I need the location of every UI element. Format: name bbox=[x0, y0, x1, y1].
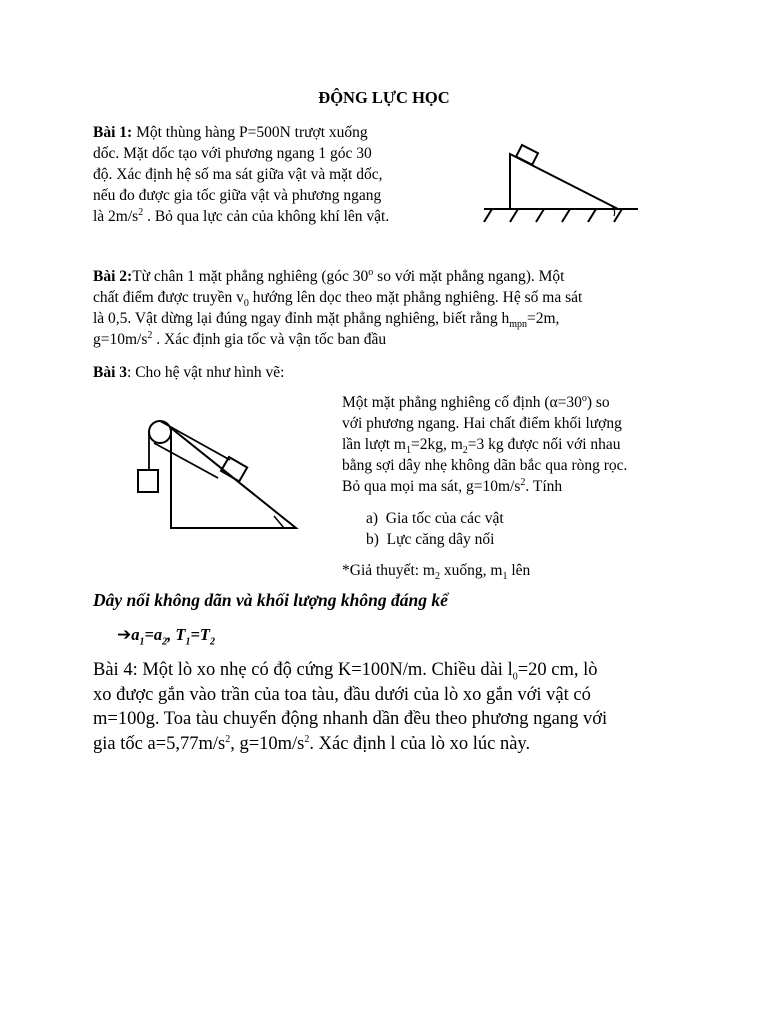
question-item bbox=[366, 508, 686, 529]
problem-3-note bbox=[342, 560, 682, 581]
pulley-figure bbox=[130, 412, 305, 537]
section-heading: Dây nối không dãn và khối lượng không đáng kể bbox=[93, 590, 448, 610]
text: : Cho hệ vật như hình vẽ: bbox=[127, 364, 285, 381]
superscript: 2 bbox=[304, 733, 310, 745]
subscript: 2 bbox=[162, 636, 168, 648]
text: Một mặt phẳng nghiêng cố định (α=30 bbox=[342, 394, 582, 411]
text: =2kg, m bbox=[410, 436, 463, 453]
superscript: 2 bbox=[147, 329, 153, 341]
problem-2-line bbox=[93, 266, 693, 287]
problem-3-intro bbox=[93, 362, 393, 383]
problem-1-line bbox=[93, 122, 453, 143]
hatch bbox=[484, 209, 492, 222]
text: ) so bbox=[586, 394, 610, 411]
text: Bỏ qua mọi ma sát, g=10m/s bbox=[342, 478, 521, 495]
subscript: 2 bbox=[209, 636, 215, 648]
text: so với mặt phẳng ngang). Một bbox=[373, 268, 565, 285]
text: lên bbox=[507, 562, 531, 579]
subscript: 1 bbox=[405, 445, 411, 457]
text: xuống, m bbox=[440, 562, 503, 579]
hatch bbox=[588, 209, 596, 222]
incline-figure-1 bbox=[478, 138, 648, 228]
text: là 0,5. Vật dừng lại đúng ngay đỉnh mặt phẳng nghiêng, biết rằng h bbox=[93, 310, 510, 327]
hanging-block bbox=[138, 470, 158, 492]
problem-3-questions bbox=[366, 508, 686, 550]
text: Bài 4: Một lò xo nhẹ có độ cứng K=100N/m. Chiều dài l bbox=[93, 660, 513, 680]
text: là 2m/s bbox=[93, 208, 139, 225]
text: lần lượt m bbox=[342, 436, 406, 453]
text: a bbox=[131, 625, 140, 644]
problem-2 bbox=[93, 266, 693, 350]
problem-1-line bbox=[93, 206, 453, 227]
problem-4-line bbox=[93, 732, 733, 757]
page-title: ĐỘNG LỰC HỌC bbox=[318, 88, 450, 107]
superscript: 2 bbox=[138, 206, 144, 218]
problem-1-line: độ. Xác định hệ số ma sát giữa vật và mặt dốc, bbox=[93, 166, 383, 183]
text: . Bỏ qua lực cản của không khí lên vật. bbox=[143, 208, 390, 225]
problem-2-line bbox=[93, 329, 693, 350]
problem-3-label: Bài 3 bbox=[93, 364, 128, 381]
problem-1-label: Bài 1: bbox=[93, 124, 133, 141]
note-line bbox=[342, 560, 682, 581]
text: Từ chân 1 mặt phẳng nghiêng (góc 30 bbox=[132, 268, 369, 285]
block-on-incline bbox=[221, 457, 247, 481]
problem-1-text: Một thùng hàng P=500N trượt xuống bbox=[132, 124, 368, 141]
text: =T bbox=[190, 625, 210, 644]
list-text: Lực căng dây nối bbox=[386, 531, 495, 548]
text: . Tính bbox=[525, 478, 563, 495]
text: , T bbox=[167, 625, 186, 644]
block bbox=[516, 145, 538, 165]
arrow-icon: ➔ bbox=[117, 625, 132, 645]
problem-3-line: bằng sợi dây nhẹ không dãn bắc qua ròng rọc. bbox=[342, 457, 628, 474]
text: . Xác định l của lò xo lúc này. bbox=[309, 733, 531, 754]
text: , g=10m/s bbox=[230, 733, 305, 754]
subscript: 2 bbox=[435, 571, 440, 583]
question-item bbox=[366, 529, 686, 550]
text: chất điểm được truyền v bbox=[93, 289, 244, 306]
text: =3 kg được nối với nhau bbox=[467, 436, 621, 453]
hatch bbox=[536, 209, 544, 222]
problem-3-line bbox=[342, 434, 692, 455]
problem-4-line: m=100g. Toa tàu chuyển động nhanh dần đều theo phương ngang với bbox=[93, 709, 608, 729]
problem-3-line: với phương ngang. Hai chất điểm khối lượng bbox=[342, 415, 622, 432]
problem-4-line: xo được gắn vào trần của toa tàu, đầu dưới của lò xo gắn với vật có bbox=[93, 684, 591, 705]
problem-4 bbox=[93, 658, 733, 756]
problem-2-line bbox=[93, 287, 693, 308]
subscript: 1 bbox=[139, 636, 145, 648]
problem-3-text bbox=[342, 392, 692, 497]
list-marker: a) bbox=[366, 510, 379, 527]
subscript: 0 bbox=[243, 298, 249, 310]
text: =a bbox=[144, 625, 163, 644]
subscript: 1 bbox=[185, 636, 191, 648]
subscript: 0 bbox=[512, 671, 518, 683]
subscript: 1 bbox=[502, 571, 508, 583]
subscript: 2 bbox=[462, 445, 468, 457]
problem-4-line bbox=[93, 658, 733, 683]
hatch bbox=[614, 209, 622, 222]
superscript: o bbox=[581, 392, 587, 404]
text: g=10m/s bbox=[93, 331, 148, 348]
list-marker: b) bbox=[366, 531, 379, 548]
text: =20 cm, lò bbox=[517, 660, 598, 680]
text: =2m, bbox=[527, 310, 560, 327]
superscript: o bbox=[368, 266, 374, 278]
problem-2-label: Bài 2: bbox=[93, 268, 133, 285]
text: gia tốc a=5,77m/s bbox=[93, 733, 226, 754]
text: . Xác định gia tốc và vận tốc ban đầu bbox=[152, 331, 387, 348]
problem-3-line bbox=[342, 476, 692, 497]
superscript: 2 bbox=[225, 733, 231, 745]
equation-line bbox=[117, 625, 417, 648]
problem-3-line bbox=[93, 362, 393, 383]
text: hướng lên dọc theo mặt phẳng nghiêng. Hệ số ma sát bbox=[248, 289, 583, 306]
list-text: Gia tốc của các vật bbox=[385, 510, 504, 527]
problem-1-line: dốc. Mặt dốc tạo với phương ngang 1 góc 30 bbox=[93, 145, 372, 162]
problem-2-line bbox=[93, 308, 693, 329]
hatch bbox=[562, 209, 570, 222]
subscript: mpn bbox=[509, 319, 527, 331]
hatch bbox=[510, 209, 518, 222]
superscript: 2 bbox=[520, 476, 526, 488]
problem-3-line bbox=[342, 392, 692, 413]
text: *Giả thuyết: m bbox=[342, 562, 435, 579]
problem-1-line: nếu đo được gia tốc giữa vật và phương ngang bbox=[93, 187, 382, 204]
problem-1 bbox=[93, 122, 453, 227]
